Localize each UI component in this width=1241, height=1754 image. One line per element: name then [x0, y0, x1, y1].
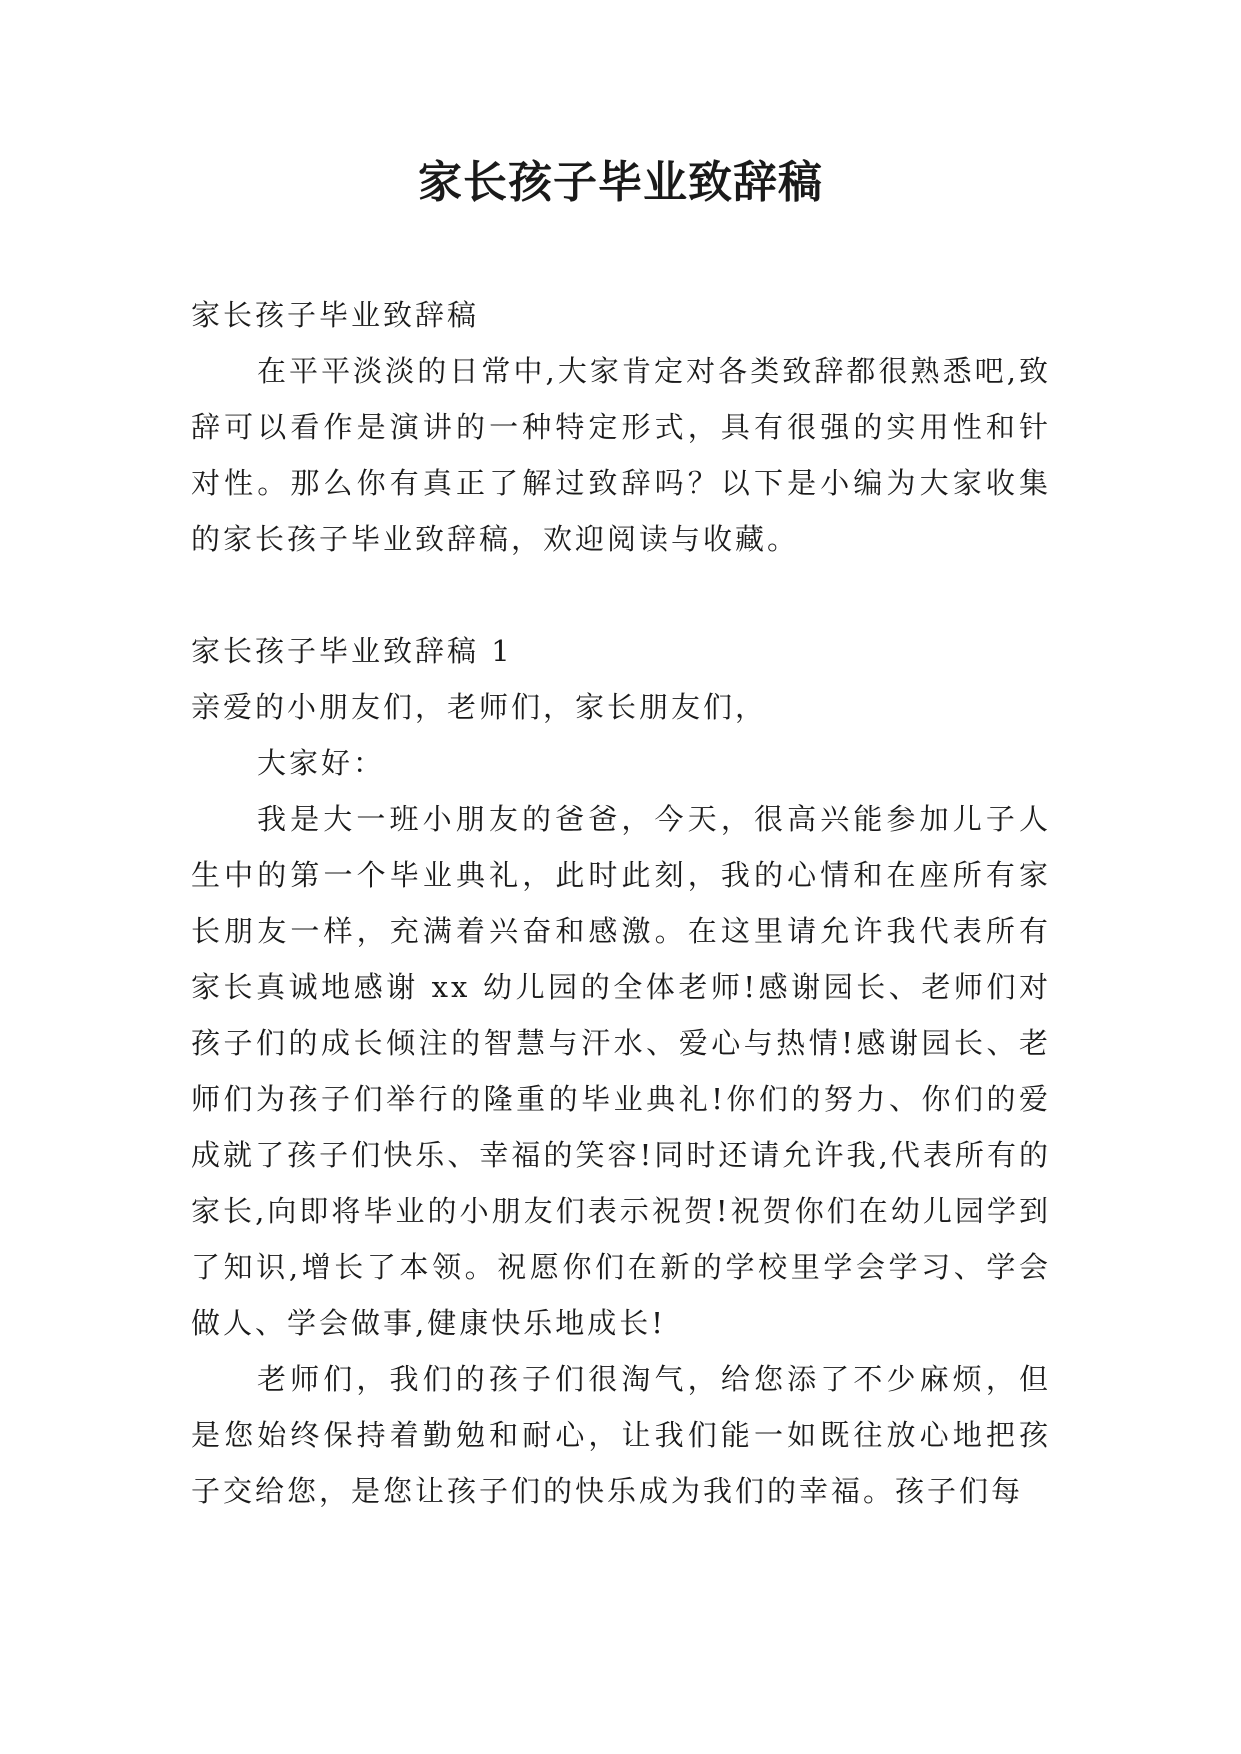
salutation-line: 亲爱的小朋友们，老师们，家长朋友们， — [191, 690, 768, 724]
body-paragraph: 我是大一班小朋友的爸爸，今天，很高兴能参加儿子人生中的第一个毕业典礼，此时此刻，我的心情和在座所有家长朋友一样，充满着兴奋和感激。在这里请允许我代表所有家长真诚地感谢 xx 幼儿园的全体老师!感谢园长、老师们对孩子们的成长倾注的智慧与汗水、爱心与热情!感谢园长、老师们为孩子们举行的隆重的毕业典礼!你们的努力、你们的爱成就了孩子们快乐、幸福的笑容!同时还请允许我,代表所有的家长,向即将毕业的小朋友们表示祝贺!祝贺你们在幼儿园学到了知识,增长了本领。祝愿你们在新的学校里学会学习、学会做人、学会做事,健康快乐地成长! — [191, 802, 1051, 1340]
section-heading: 家长孩子毕业致辞稿 1 — [191, 634, 513, 668]
document-title: 家长孩子毕业致辞稿 — [418, 157, 823, 208]
document-subtitle: 家长孩子毕业致辞稿 — [191, 298, 480, 332]
body-paragraph: 老师们，我们的孩子们很淘气，给您添了不少麻烦，但是您始终保持着勤勉和耐心，让我们能一如既往放心地把孩子交给您，是您让孩子们的快乐成为我们的幸福。孩子们每 — [191, 1362, 1051, 1508]
intro-paragraph: 在平平淡淡的日常中,大家肯定对各类致辞都很熟悉吧,致辞可以看作是演讲的一种特定形式，具有很强的实用性和针对性。那么你有真正了解过致辞吗？以下是小编为大家收集的家长孩子毕业致辞稿，欢迎阅读与收藏。 — [191, 354, 1051, 556]
paragraph-gap — [191, 567, 1051, 623]
document-body — [191, 287, 1051, 1519]
greeting-line: 大家好： — [257, 746, 386, 780]
